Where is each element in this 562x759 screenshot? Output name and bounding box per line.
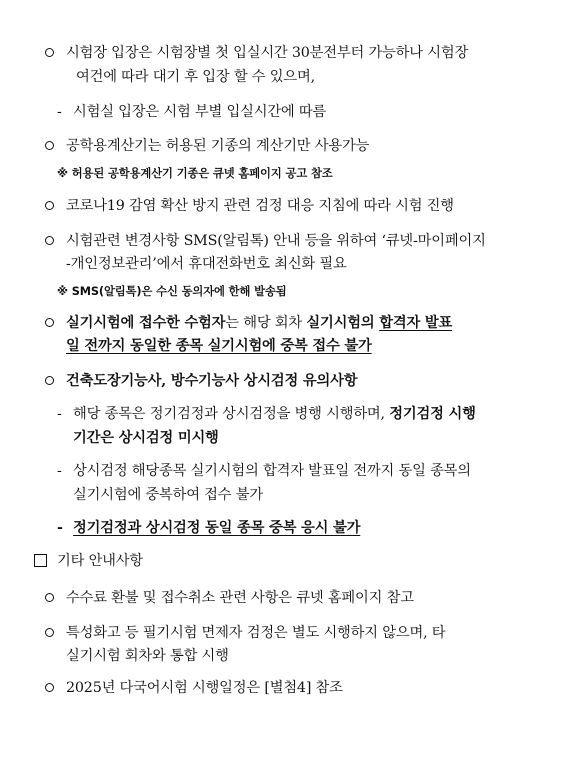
dash-bullet: -: [57, 463, 62, 479]
regular-period-phrase: 정기검정 시행: [389, 406, 476, 422]
dash-bullet: -: [57, 520, 63, 536]
sub-item-parallel-cont: 기간은 상시검정 미시행: [73, 430, 219, 446]
sub-item-same-subject-cont: 실기시험에 중복하여 접수 불가: [73, 487, 263, 503]
notice-item-covid: 코로나19 감염 확산 방지 관련 검정 대응 지침에 따라 시험 진행: [66, 198, 454, 214]
announcement-phrase: 합격자 발표: [379, 315, 453, 331]
sub-item-parallel: [73, 404, 476, 424]
other-item-refund: 수수료 환불 및 접수취소 관련 사항은 큐넷 홈페이지 참고: [66, 590, 414, 606]
note-calculator-models: ※ 허용된 공학용계산기 기종은 큐넷 홈페이지 공고 참조: [57, 167, 333, 180]
circle-bullet-icon: [45, 376, 54, 385]
dash-bullet: -: [57, 406, 62, 422]
dash-bullet: -: [57, 104, 62, 120]
notice-item-entry-time: 시험장 입장은 시험장별 첫 입실시간 30분전부터 가능하나 시험장: [66, 45, 469, 61]
circle-bullet-icon: [45, 683, 54, 692]
same-round-phrase: 는 해당 회차: [225, 315, 307, 331]
note-sms-consent: ※ SMS(알림톡)은 수신 동의자에 한해 발송됨: [57, 285, 287, 298]
notice-item-entry-time-cont: 여건에 따라 대기 후 입장 할 수 있으며,: [76, 69, 315, 85]
notice-item-sms: 시험관련 변경사항 SMS(알림톡) 안내 등을 위하여 ‘큐넷-마이페이지: [66, 233, 486, 249]
practical-exam-phrase: 실기시험의: [306, 315, 380, 331]
sub-item-same-subject: 상시검정 해당종목 실기시험의 합격자 발표일 전까지 동일 종목의: [73, 463, 471, 479]
section-heading-other: 기타 안내사항: [57, 553, 144, 569]
circle-bullet-icon: [45, 593, 54, 602]
notice-item-duplicate-apply-cont: 일 전까지 동일한 종목 실기시험에 중복 접수 불가: [66, 338, 372, 354]
sub-item-room-entry: 시험실 입장은 시험 부별 입실시간에 따름: [73, 104, 327, 120]
notice-item-calculator: 공학용계산기는 허용된 기종의 계산기만 사용가능: [66, 138, 370, 154]
circle-bullet-icon: [45, 141, 54, 150]
notice-item-regular-exam: 건축도장기능사, 방수기능사 상시검정 유의사항: [66, 373, 358, 389]
circle-bullet-icon: [45, 236, 54, 245]
circle-bullet-icon: [45, 628, 54, 637]
circle-bullet-icon: [45, 318, 54, 327]
other-item-vocational-cont: 실기시험 회차와 통합 시행: [66, 648, 229, 664]
notice-item-duplicate-apply: [66, 313, 452, 333]
circle-bullet-icon: [45, 201, 54, 210]
parallel-phrase: 해당 종목은 정기검정과 상시검정을 병행 시행하며,: [73, 406, 390, 422]
sub-item-no-duplicate: 정기검정과 상시검정 동일 종목 중복 응시 불가: [73, 520, 361, 536]
other-item-multilingual: 2025년 다국어시험 시행일정은 [별첨4] 참조: [66, 680, 343, 696]
applicant-phrase: 실기시험에 접수한 수험자: [66, 315, 226, 331]
square-bullet-icon: [34, 554, 47, 567]
circle-bullet-icon: [45, 48, 54, 57]
other-item-vocational: 특성화고 등 필기시험 면제자 검정은 별도 시행하지 않으며, 타: [66, 625, 446, 641]
notice-item-sms-cont: -개인정보관리’에서 휴대전화번호 최신화 필요: [66, 256, 347, 272]
